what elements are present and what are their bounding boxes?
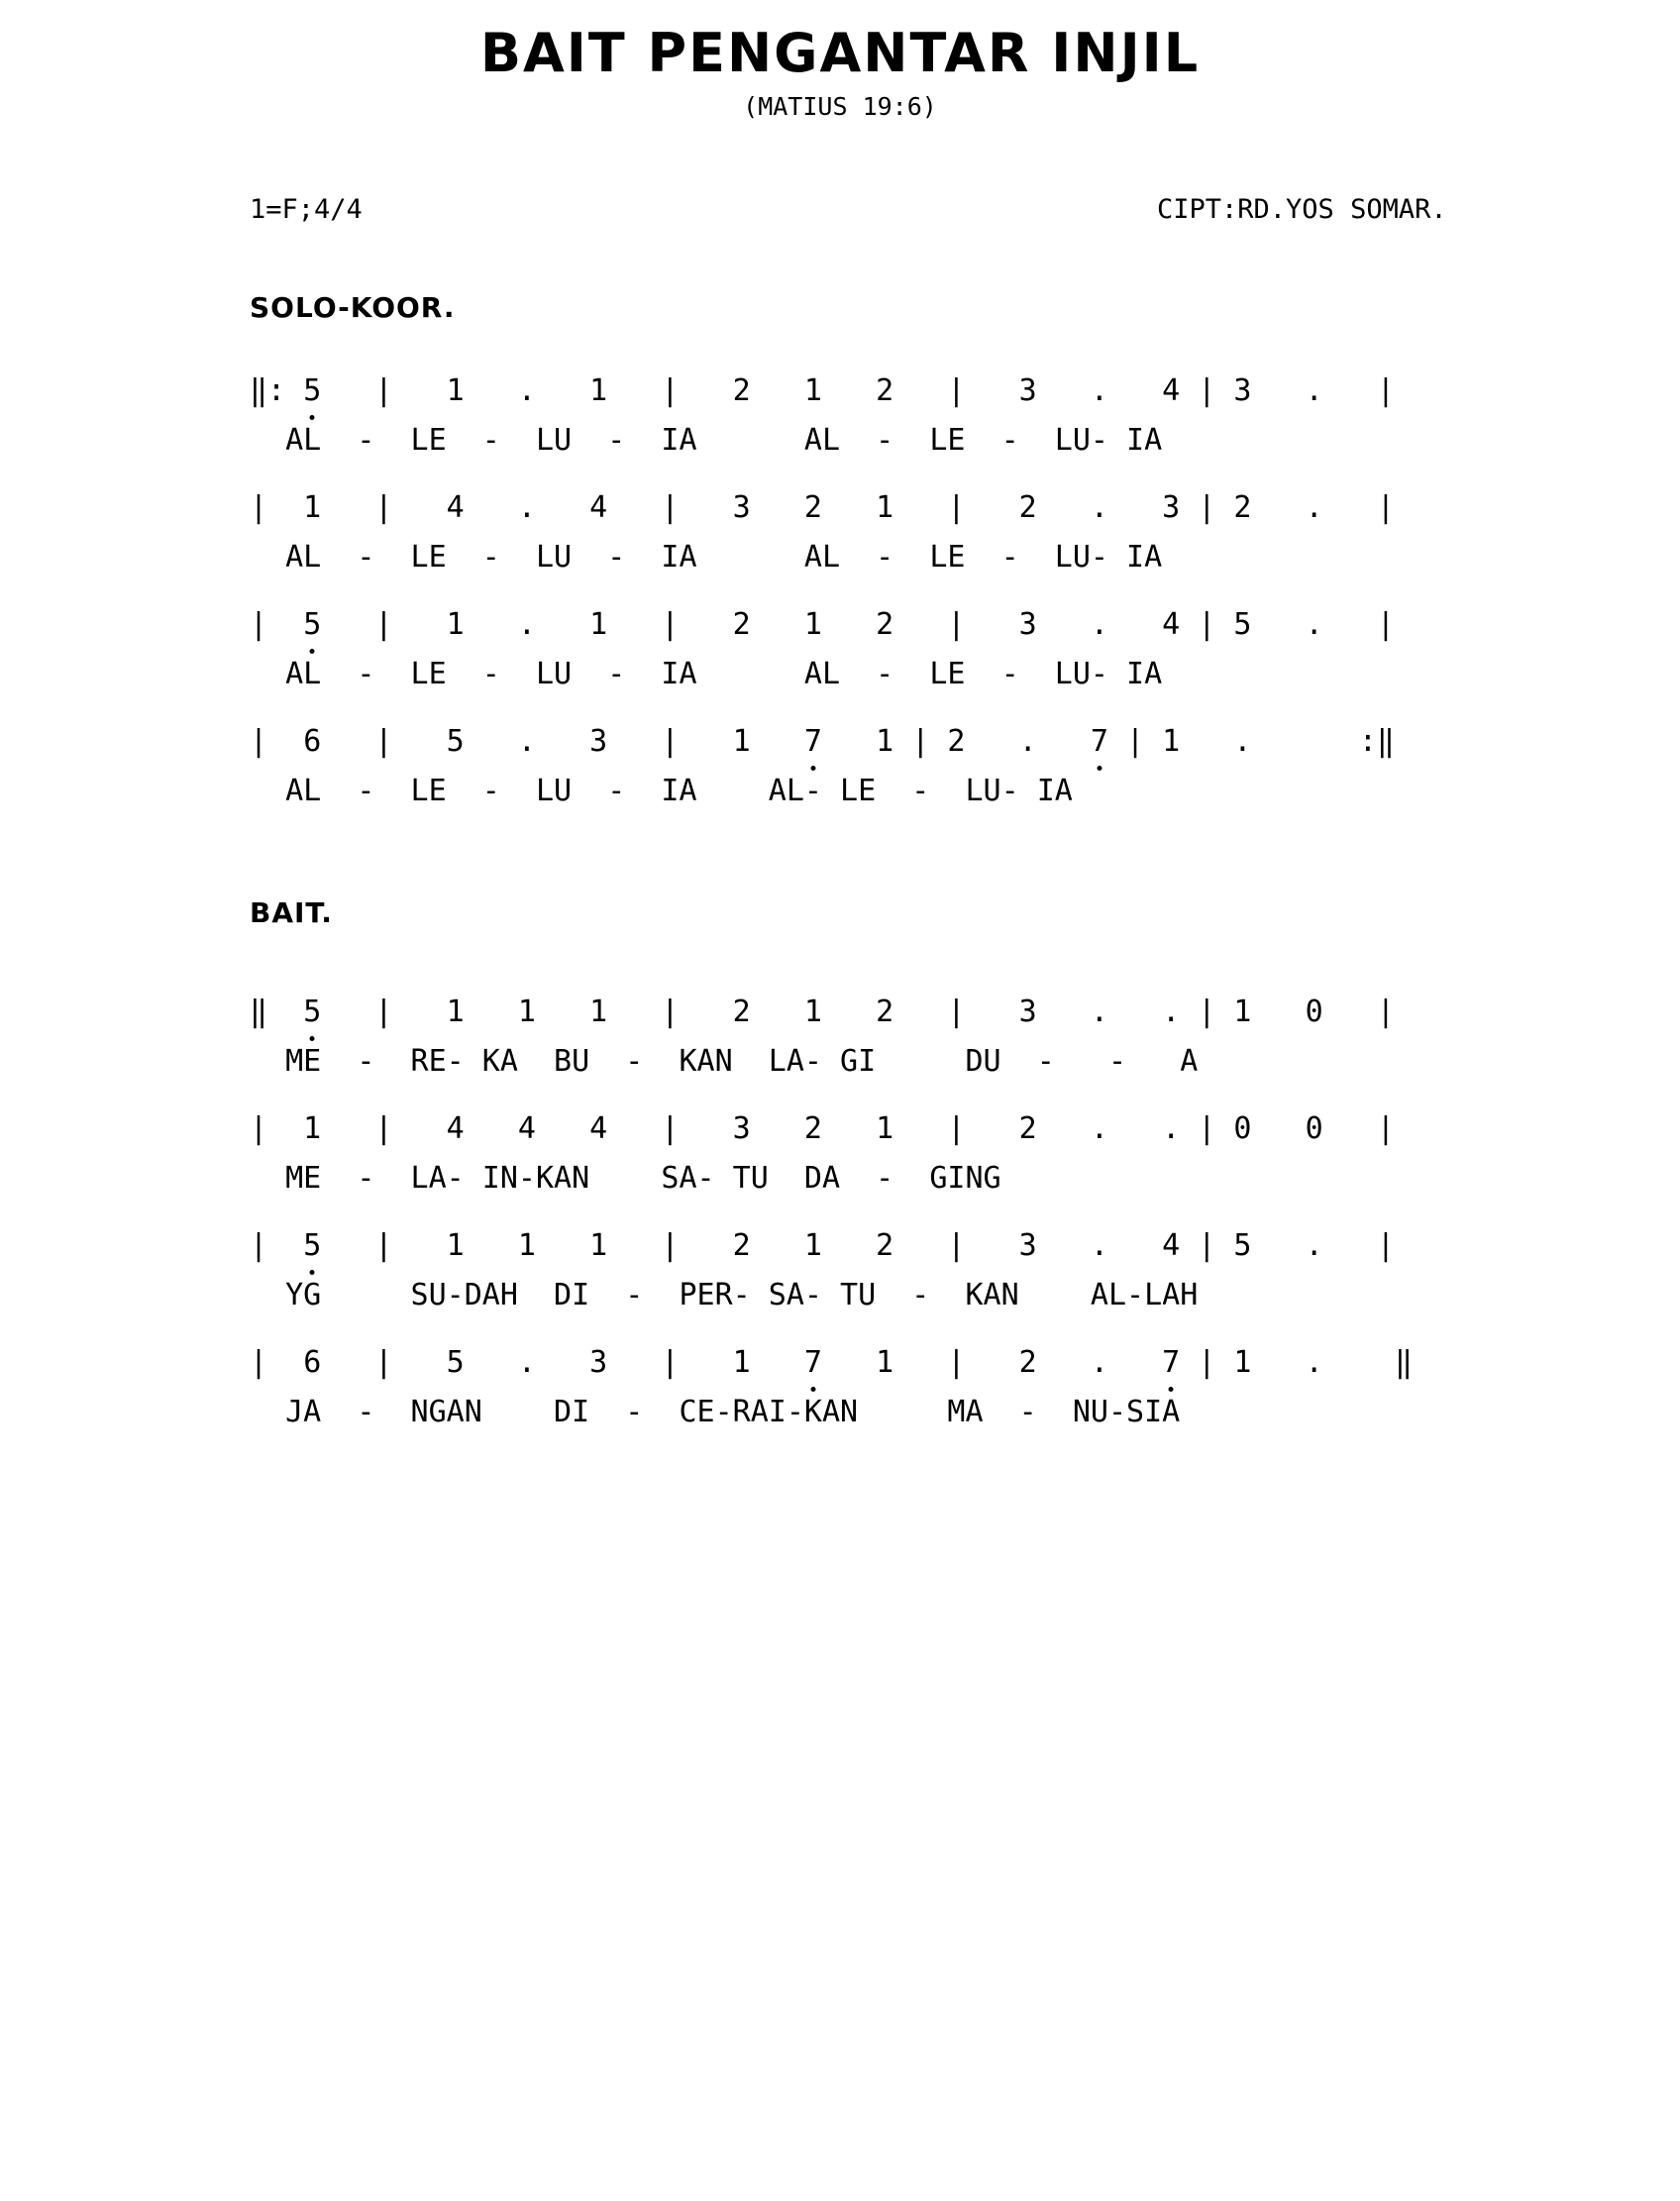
barline: | (250, 1345, 304, 1380)
staff-line (250, 1107, 1680, 1201)
notation-rest: 6 | 5 . 3 | 1 (303, 724, 804, 759)
section-heading-solo-koor: SOLO-KOOR. (250, 291, 456, 324)
barline: | (250, 1228, 304, 1263)
staff-line (250, 486, 1680, 579)
notation-line (250, 991, 1680, 1034)
composer-credit: CIPT:RD.YOS SOMAR. (1157, 194, 1447, 225)
notation-line (250, 369, 1680, 413)
notation-rest: 1 | 2 . (821, 724, 1091, 759)
page-subtitle: (MATIUS 19:6) (743, 92, 937, 121)
staff-line (250, 1224, 1680, 1317)
low-octave-note: 5 (303, 603, 321, 647)
notation-line: | 1 | 4 4 4 | 3 2 1 | 2 . . | 0 0 | (250, 1111, 1395, 1146)
song-sheet-page (0, 22, 1680, 2201)
staff-block-solo-koor (0, 369, 1680, 813)
notation-rest: 1 | 2 . (821, 1345, 1163, 1380)
staff-line (250, 1341, 1680, 1434)
barline: ‖ (250, 995, 304, 1029)
metadata-row (0, 194, 1680, 230)
lyrics-line: AL - LE - LU - IA AL- LE - LU- IA (250, 774, 1073, 808)
notation-rest: | 1 . 1 | 2 1 2 | 3 . 4 | 5 . | (321, 607, 1395, 642)
low-octave-note: 5 (303, 1224, 321, 1268)
staff-line (250, 720, 1680, 813)
notation-line (250, 1341, 1680, 1385)
lyrics-line: AL - LE - LU - IA AL - LE - LU- IA (250, 540, 1163, 575)
notation-line (250, 603, 1680, 647)
notation-rest: | 1 . 1 | 2 1 2 | 3 . 4 | 3 . | (321, 373, 1395, 408)
page-title: BAIT PENGANTAR INJIL (479, 22, 1201, 84)
key-time-signature: 1=F;4/4 (250, 194, 363, 225)
lyrics-line: AL - LE - LU - IA AL - LE - LU- IA (250, 423, 1163, 458)
lyrics-line: JA - NGAN DI - CE-RAI-KAN MA - NU-SIA (250, 1395, 1181, 1429)
staff-block-bait (0, 991, 1680, 1434)
barline: | (250, 724, 304, 759)
low-octave-note: 7 (804, 720, 822, 764)
notation-line (250, 720, 1680, 764)
notation-rest: | 1 . :‖ (1107, 724, 1395, 759)
notation-rest: 6 | 5 . 3 | 1 (303, 1345, 804, 1380)
low-octave-note: 5 (303, 991, 321, 1034)
notation-rest: | 1 . ‖ (1180, 1345, 1414, 1380)
lyrics-line: ME - RE- KA BU - KAN LA- GI DU - - A (250, 1044, 1199, 1079)
notation-line (250, 1224, 1680, 1268)
lyrics-line: YG SU-DAH DI - PER- SA- TU - KAN AL-LAH (250, 1278, 1199, 1312)
low-octave-note: 7 (1091, 720, 1108, 764)
staff-line (250, 369, 1680, 463)
notation-rest: | 1 1 1 | 2 1 2 | 3 . 4 | 5 . | (321, 1228, 1395, 1263)
staff-line (250, 603, 1680, 696)
low-octave-note: 7 (1162, 1341, 1180, 1385)
low-octave-note: 5 (303, 369, 321, 413)
notation-rest: | 1 1 1 | 2 1 2 | 3 . . | 1 0 | (321, 995, 1395, 1029)
lyrics-line: ME - LA- IN-KAN SA- TU DA - GING (250, 1161, 1001, 1196)
lyrics-line: AL - LE - LU - IA AL - LE - LU- IA (250, 657, 1163, 691)
staff-line (250, 991, 1680, 1084)
repeat-start-barline: ‖: (250, 373, 304, 408)
low-octave-note: 7 (804, 1341, 822, 1385)
barline: | (250, 607, 304, 642)
notation-line: | 1 | 4 . 4 | 3 2 1 | 2 . 3 | 2 . | (250, 490, 1395, 525)
section-heading-bait: BAIT. (250, 896, 333, 929)
